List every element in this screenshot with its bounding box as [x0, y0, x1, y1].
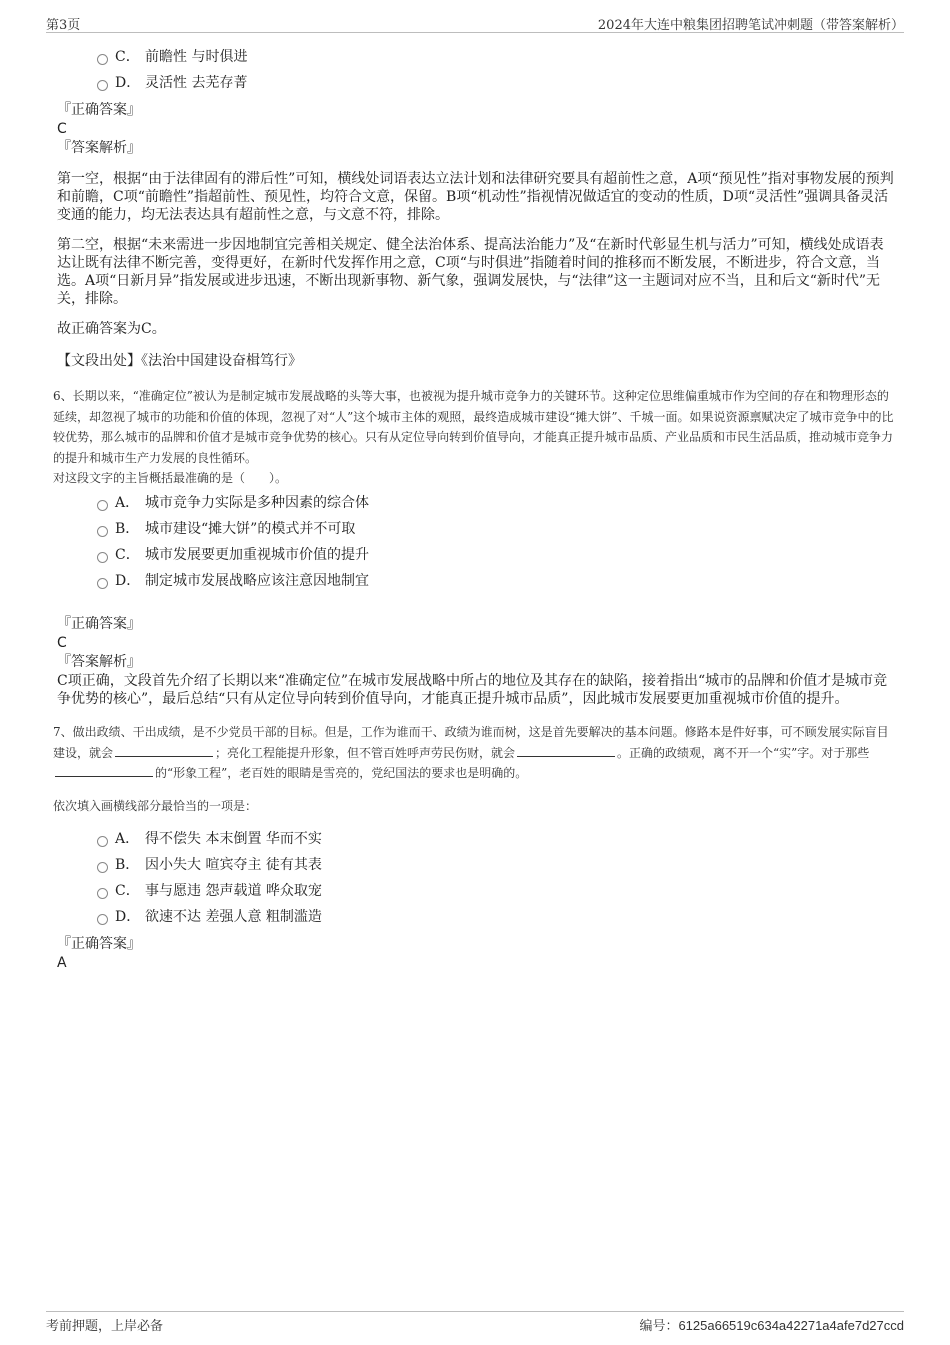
q6-option-c[interactable]	[0, 542, 897, 568]
option-text: 欲速不达 差强人意 粗制滥造	[145, 909, 322, 925]
q6-option-b[interactable]	[0, 516, 897, 542]
stem-text: 。正确的政绩观，离不开一个“实”字。对于那些	[617, 745, 870, 760]
radio-button[interactable]	[97, 836, 108, 847]
question-prompt: 对这段文字的主旨概括最准确的是（ ）。	[53, 471, 288, 485]
stem-text: 的“形象工程”，老百姓的眼睛是雪亮的，党纪国法的要求也是明确的。	[155, 766, 528, 780]
option-letter: B．	[115, 857, 140, 873]
document-title: 2024年大连中粮集团招聘笔试冲刺题（带答案解析）	[597, 18, 904, 33]
q6-options	[0, 490, 897, 594]
radio-button[interactable]	[97, 552, 108, 563]
radio-button[interactable]	[97, 526, 108, 537]
radio-button[interactable]	[97, 862, 108, 873]
q5-option-c[interactable]	[0, 44, 897, 70]
source-citation: 【文段出处】《法治中国建设奋楫笃行》	[57, 353, 302, 369]
option-text: 灵活性 去芜存菁	[145, 75, 248, 91]
answer-label: 『正确答案』	[57, 936, 141, 952]
option-letter: C．	[115, 547, 140, 563]
footer-slogan: 考前押题，上岸必备	[46, 1319, 164, 1334]
answer-label: 『正确答案』	[57, 102, 141, 118]
q7-options	[0, 826, 897, 930]
analysis-paragraph: C项正确，文段首先介绍了长期以来“准确定位”在城市发展战略中所占的地位及其存在的缺陷，接着指出“城市的品牌和价值才是城市竞争优势的核心”，最后总结“只有从定位导向转到价值导向，才能真正提升城市品质”，因此城市发展要更加重视城市价值的提升。	[57, 673, 888, 707]
analysis-conclusion: 故正确答案为C。	[57, 321, 166, 337]
fill-blank-2	[517, 744, 615, 757]
radio-button[interactable]	[97, 578, 108, 589]
q7-option-b[interactable]	[0, 852, 897, 878]
option-letter: D．	[115, 75, 141, 91]
correct-answer: A	[57, 955, 67, 971]
option-text: 得不偿失 本末倒置 华而不实	[145, 831, 322, 847]
analysis-label: 『答案解析』	[57, 140, 141, 156]
option-letter: A．	[115, 831, 140, 847]
q5-options	[0, 44, 897, 96]
page-footer	[46, 1311, 904, 1336]
option-letter: C．	[115, 49, 140, 65]
correct-answer: C	[57, 635, 67, 651]
q6-option-a[interactable]	[0, 490, 897, 516]
radio-button[interactable]	[97, 500, 108, 511]
question-stem: 6、长期以来，“准确定位”被认为是制定城市发展战略的头等大事，也被视为提升城市竞争力的关键环节。这种定位思维偏重城市作为空间的存在和物理形态的延续，却忽视了城市的功能和价值的体现，忽视了对“人”这个城市主体的观照，最终造成城市建设“摊大饼”、千城一面。如果说资源禀赋决定了城市竞争中的比较优势，那么城市的品牌和价值才是城市竞争优势的核心。只有从定位导向转到价值导向，才能真正提升城市品质、产业品质和市民生活品质，推动城市竞争力的提升和城市生产力发展的良性循环。	[53, 389, 894, 465]
answer-label: 『正确答案』	[57, 616, 141, 632]
option-letter: D．	[115, 573, 141, 589]
q7-option-d[interactable]	[0, 904, 897, 930]
analysis-paragraph: 第一空，根据“由于法律固有的滞后性”可知，横线处词语表达立法计划和法律研究要具有超前性之意，A项“预见性”指对事物发展的预判和前瞻，C项“前瞻性”指超前性、预见性，均符合文意，保留。B项“机动性”指视情况做适宜的变动的性质，D项“灵活性”强调具备灵活变通的能力，均无法表达具有超前性之意，与文意不符，排除。	[57, 171, 894, 223]
q5-option-d[interactable]	[0, 70, 897, 96]
page-content	[53, 44, 897, 972]
q7-option-c[interactable]	[0, 878, 897, 904]
radio-button[interactable]	[97, 888, 108, 899]
option-text: 事与愿违 怨声载道 哗众取宠	[145, 883, 322, 899]
analysis-label: 『答案解析』	[57, 654, 141, 670]
page-number: 第3页	[46, 18, 81, 33]
radio-button[interactable]	[97, 914, 108, 925]
option-letter: D．	[115, 909, 141, 925]
option-letter: B．	[115, 521, 140, 537]
option-letter: A．	[115, 495, 140, 511]
fill-blank-3	[55, 764, 153, 777]
option-text: 城市建设“摊大饼”的模式并不可取	[145, 521, 356, 537]
document-id: 编号：6125a66519c634a42271a4afe7d27ccd	[639, 1318, 904, 1333]
radio-button[interactable]	[97, 80, 108, 91]
correct-answer: C	[57, 121, 67, 137]
question-stem	[53, 722, 898, 784]
option-text: 制定城市发展战略应该注意因地制宜	[145, 573, 369, 589]
option-text: 城市竞争力实际是多种因素的综合体	[145, 495, 369, 511]
radio-button[interactable]	[97, 54, 108, 65]
option-text: 前瞻性 与时俱进	[145, 49, 248, 65]
option-letter: C．	[115, 883, 140, 899]
q7-option-a[interactable]	[0, 826, 897, 852]
question-prompt: 依次填入画横线部分最恰当的一项是：	[53, 798, 258, 813]
stem-text: ；亮化工程能提升形象，但不管百姓呼声劳民伤财，就会	[215, 745, 516, 760]
stem-text: 7、做出政绩、干出成绩，是不少党员干部的目标。但是，工作为谁而干、政绩为谁而树，这是首先要解决的基本问题。修路本是件好事，可不顾发展实际盲目建设，就会	[53, 725, 889, 760]
option-text: 城市发展要更加重视城市价值的提升	[145, 547, 369, 563]
fill-blank-1	[115, 744, 213, 757]
q6-option-d[interactable]	[0, 568, 897, 594]
analysis-paragraph: 第二空，根据“未来需进一步因地制宜完善相关规定、健全法治体系、提高法治能力”及“在新时代彰显生机与活力”可知，横线处成语表达让既有法律不断完善，变得更好，在新时代发挥作用之意，C项“与时俱进”指随着时间的推移而不断发展，不断进步，符合文意，当选。A项“日新月异”指发展或进步迅速，不断出现新事物、新气象，强调发展快，与“法律”这一主题词对应不当，且和后文“新时代”无关，排除。	[57, 237, 884, 307]
option-text: 因小失大 喧宾夺主 徒有其表	[145, 857, 322, 873]
page-header	[46, 12, 904, 33]
